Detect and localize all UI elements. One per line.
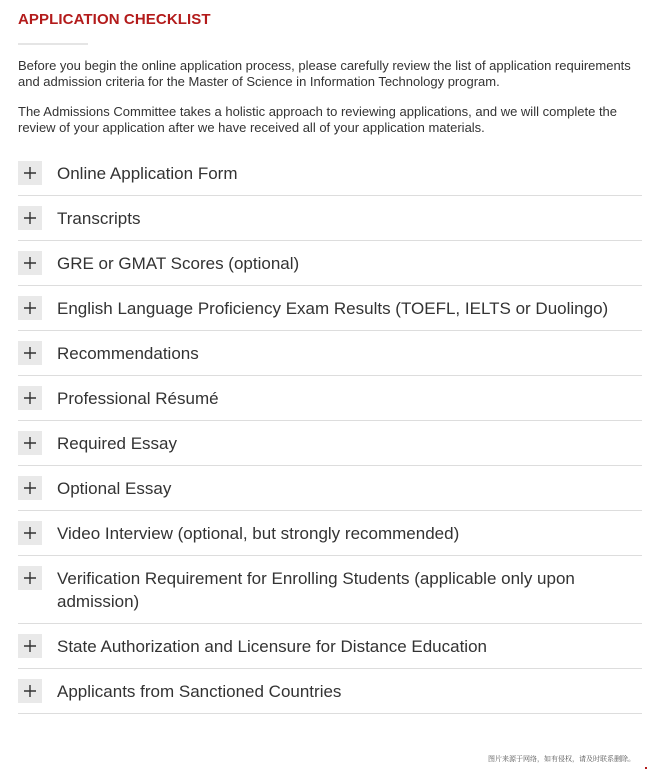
intro-paragraph-1: Before you begin the online application process, please carefully review the list of application requirements and admission criteria for the Master of Science in Information Technology program. [18,58,631,89]
corner-mark [645,767,647,769]
plus-icon[interactable] [18,431,42,455]
accordion-item-label: English Language Proficiency Exam Results (TOEFL, IELTS or Duolingo) [57,299,609,318]
plus-icon[interactable] [18,679,42,703]
accordion-item-label: Professional Résumé [57,389,219,408]
plus-icon[interactable] [18,206,42,230]
source-footnote: 图片来源于网络，如有侵权，请及时联系删除。 [488,756,635,763]
plus-icon[interactable] [18,161,42,185]
plus-icon[interactable] [18,566,42,590]
plus-icon[interactable] [18,476,42,500]
accordion-item-state-authorization[interactable] [18,624,642,669]
accordion-item-online-application-form[interactable] [18,151,642,196]
accordion-item-recommendations[interactable] [18,331,642,376]
plus-icon[interactable] [18,296,42,320]
accordion-item-video-interview[interactable] [18,511,642,556]
accordion-item-label: Applicants from Sanctioned Countries [57,682,342,701]
application-checklist-page [18,0,642,714]
accordion-item-english-proficiency[interactable] [18,286,642,331]
page-title: APPLICATION CHECKLIST [18,11,211,28]
plus-icon[interactable] [18,521,42,545]
accordion-item-sanctioned-countries[interactable] [18,669,642,714]
accordion-item-optional-essay[interactable] [18,466,642,511]
accordion-item-label: Optional Essay [57,479,172,498]
accordion-item-required-essay[interactable] [18,421,642,466]
plus-icon[interactable] [18,634,42,658]
accordion-item-label: Online Application Form [57,164,238,183]
plus-icon[interactable] [18,251,42,275]
plus-icon[interactable] [18,386,42,410]
accordion-item-label: Required Essay [57,434,178,453]
accordion-item-label: State Authorization and Licensure for Distance Education [57,637,487,656]
accordion-item-label: Verification Requirement for Enrolling Students (applicable only upon admission) [57,569,575,611]
plus-icon[interactable] [18,341,42,365]
accordion-item-verification-requirement[interactable] [18,556,642,624]
accordion-item-label: GRE or GMAT Scores (optional) [57,254,300,273]
accordion-item-professional-resume[interactable] [18,376,642,421]
accordion-item-transcripts[interactable] [18,196,642,241]
title-underline [18,43,88,45]
accordion-item-label: Recommendations [57,344,199,363]
intro-paragraph-2: The Admissions Committee takes a holistic approach to reviewing applications, and we will complete the review of your application after we have received all of your application materials. [18,104,618,135]
accordion-item-gre-gmat-scores[interactable] [18,241,642,286]
accordion-item-label: Video Interview (optional, but strongly recommended) [57,524,460,543]
accordion-item-label: Transcripts [57,209,141,228]
checklist-accordion [18,151,642,714]
